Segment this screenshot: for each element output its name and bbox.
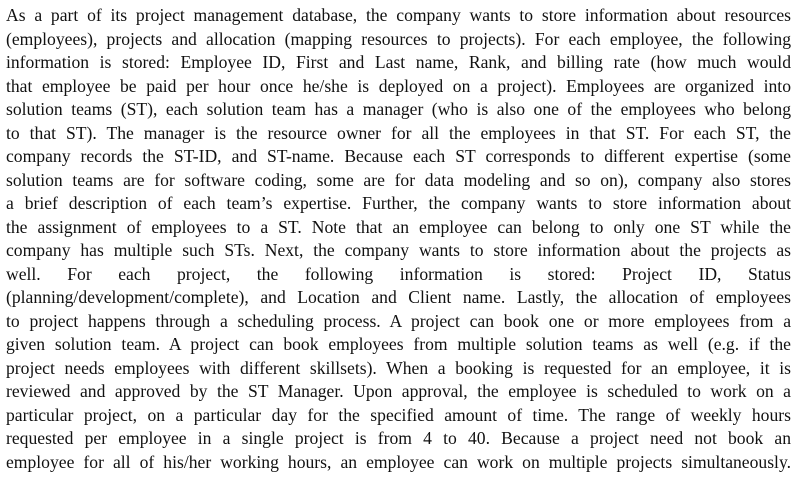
text-line: As a part of its project management database, the company wants to store information about resources	[6, 5, 791, 25]
text-line: (employees), projects and allocation (mapping resources to projects). For each employee, the following	[6, 28, 791, 49]
text-line: solution teams are for software coding, some are for data modeling and so on), company also stores	[6, 169, 791, 190]
text-line: that employee be paid per hour once he/she is deployed on a project). Employees are organized into	[6, 75, 791, 96]
text-line: project needs employees with different skillsets). When a booking is requested for an employee, it is	[6, 357, 791, 378]
text-line: well. For each project, the following information is stored: Project ID, Status	[6, 263, 791, 284]
text-line: employee for all of his/her working hours, an employee can work on multiple projects simultaneously.	[6, 451, 791, 472]
problem-description-paragraph	[6, 4, 791, 474]
text-line: company records the ST-ID, and ST-name. Because each ST corresponds to different expertise (some	[6, 146, 791, 166]
text-line: information is stored: Employee ID, First and Last name, Rank, and billing rate (how much would	[6, 52, 791, 72]
text-line: company has multiple such STs. Next, the company wants to store information about the projects as	[6, 240, 791, 260]
text-line: requested per employee in a single project is from 4 to 40. Because a project need not book an	[6, 428, 791, 448]
text-line: solution teams (ST), each solution team has a manager (who is also one of the employees who belong	[6, 99, 791, 119]
text-line: given solution team. A project can book employees from multiple solution teams as well (e.g. if the	[6, 334, 791, 354]
text-line: reviewed and approved by the ST Manager. Upon approval, the employee is scheduled to work on a	[6, 381, 791, 401]
text-line: to that ST). The manager is the resource owner for all the employees in that ST. For each ST, the	[6, 122, 791, 143]
text-line: a brief description of each team’s expertise. Further, the company wants to store information about	[6, 193, 791, 213]
text-line: (planning/development/complete), and Location and Client name. Lastly, the allocation of employees	[6, 287, 791, 307]
text-line: to project happens through a scheduling process. A project can book one or more employees from a	[6, 310, 791, 331]
text-line: the assignment of employees to a ST. Note that an employee can belong to only one ST while the	[6, 216, 791, 237]
text-line: particular project, on a particular day for the specified amount of time. The range of weekly hours	[6, 404, 791, 425]
